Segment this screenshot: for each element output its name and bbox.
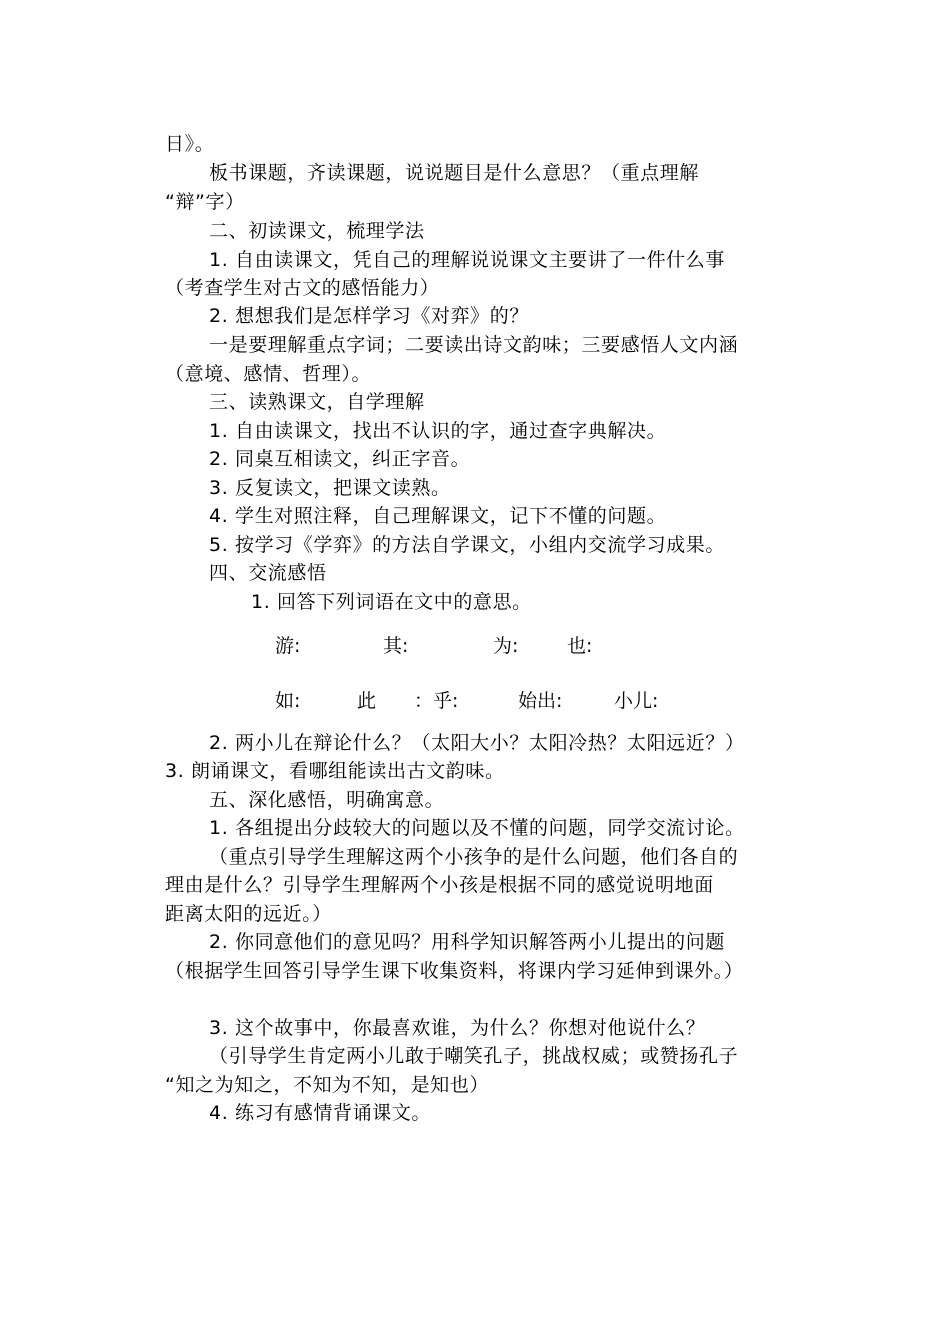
section-heading: 三、读熟课文，自学理解 [209, 391, 425, 413]
text-line: （重点引导学生理解这两个小孩争的是什么问题，他们各自的 [209, 846, 739, 868]
text-line: （根据学生回答引导学生课下收集资料，将课内学习延伸到课外。） [165, 960, 744, 982]
text-line: 一是要理解重点字词；二要读出诗文韵味；三要感悟人文内涵 [209, 334, 739, 356]
term-label: 其: [383, 635, 409, 657]
text-line: 5. 按学习《学弈》的方法自学课文，小组内交流学习成果。 [209, 534, 725, 556]
text-line: 3. 朗诵课文，看哪组能读出古文韵味。 [165, 760, 505, 782]
text-line: 1. 各组提出分歧较大的问题以及不懂的问题，同学交流讨论。 [209, 817, 745, 839]
section-heading: 四、交流感悟 [209, 562, 327, 584]
text-line: （意境、感情、哲理）。 [165, 363, 372, 385]
text-line: 1. 自由读课文，找出不认识的字，通过查字典解决。 [209, 420, 667, 442]
text-line: 板书课题，齐读课题，说说题目是什么意思？（重点理解 [209, 162, 700, 184]
section-heading: 二、初读课文，梳理学法 [209, 220, 425, 242]
text-line: 3. 这个故事中，你最喜欢谁，为什么？你想对他说什么？ [209, 1017, 706, 1039]
text-line: （考查学生对古文的感悟能力） [165, 277, 440, 299]
text-line: “知之为知之，不知为不知，是知也） [165, 1074, 490, 1096]
term-label: 始出: [518, 690, 563, 712]
text-line: 2. 想想我们是怎样学习《对弈》的？ [209, 305, 529, 327]
section-heading: 五、深化感悟，明确寓意。 [209, 789, 445, 811]
text-line: 4. 练习有感情背诵课文。 [209, 1102, 431, 1124]
term-label: 也: [567, 635, 593, 657]
text-line: 2. 你同意他们的意见吗？用科学知识解答两小儿提出的问题 [209, 931, 725, 953]
term-label: 小儿: [614, 690, 659, 712]
text-line: 2. 同桌互相读文，纠正字音。 [209, 448, 471, 470]
term-label: 此 [357, 690, 377, 712]
text-line: 1. 自由读课文，凭自己的理解说说课文主要讲了一件什么事 [209, 249, 725, 271]
text-line: 理由是什么？引导学生理解两个小孩是根据不同的感觉说明地面 [165, 874, 714, 896]
text-line: 1. 回答下列词语在文中的意思。 [251, 591, 532, 613]
term-label: 游: [275, 635, 301, 657]
text-line: 2. 两小儿在辩论什么？（太阳大小？太阳冷热？太阳远近？） [209, 732, 745, 754]
term-label: 如: [275, 690, 301, 712]
text-line: 3. 反复读文，把课文读熟。 [209, 477, 451, 499]
term-label: ：乎: [414, 690, 459, 712]
text-line: （引导学生肯定两小儿敢于嘲笑孔子，挑战权威；或赞扬孔子 [209, 1045, 739, 1067]
text-line: 距离太阳的远近。） [165, 903, 332, 925]
text-line: 日》。 [165, 133, 215, 155]
text-line: 4. 学生对照注释，自己理解课文，记下不懂的问题。 [209, 505, 667, 527]
text-line: “辩”字） [165, 191, 245, 213]
term-label: 为: [493, 635, 519, 657]
